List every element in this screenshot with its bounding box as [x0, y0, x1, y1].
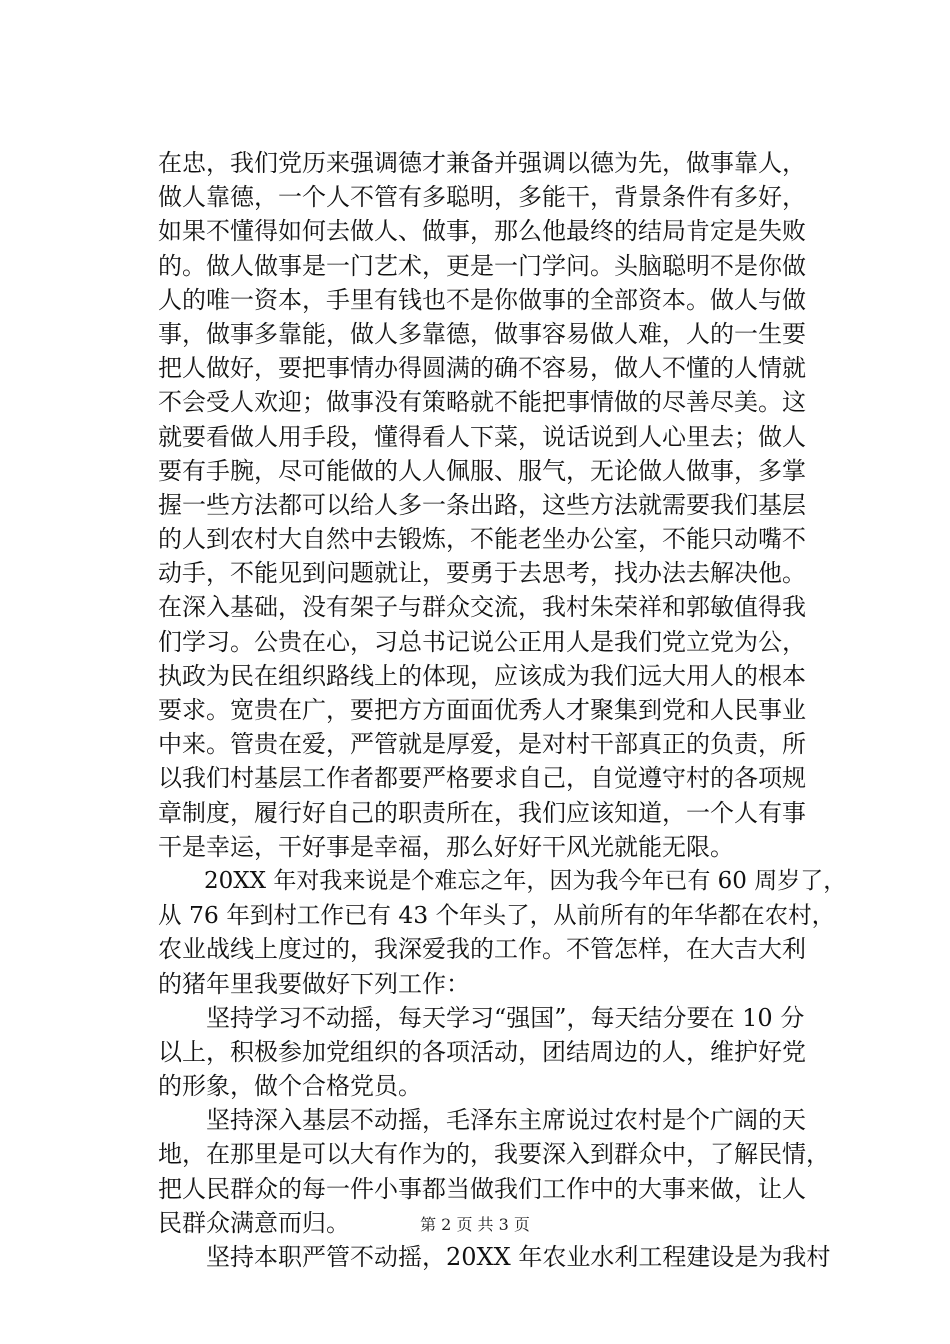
text-line: 把人民群众的每一件小事都当做我们工作中的大事来做，让人	[158, 1174, 806, 1203]
text-line: 20XX 年对我来说是个难忘之年，因为我今年已有 60 周岁了，	[158, 867, 847, 894]
text-line: 执政为民在组织路线上的体现，应该成为我们远大用人的根本	[158, 661, 806, 690]
text-line: 事，做事多靠能，做人多靠德，做事容易做人难，人的一生要	[158, 319, 806, 348]
page-number-footer: 第 2 页 共 3 页	[420, 1215, 530, 1234]
text-line: 民群众满意而归。	[158, 1208, 350, 1237]
text-line: 在深入基础，没有架子与群众交流，我村朱荣祥和郭敏值得我	[158, 593, 806, 622]
text-line: 坚持本职严管不动摇，20XX 年农业水利工程建设是为我村	[158, 1243, 831, 1271]
text-line: 人的唯一资本，手里有钱也不是你做事的全部资本。做人与做	[158, 285, 806, 314]
text-line: 的人到农村大自然中去锻炼，不能老坐办公室，不能只动嘴不	[158, 525, 806, 554]
text-line: 以上，积极参加党组织的各项活动，团结周边的人，维护好党	[158, 1037, 806, 1066]
text-line: 不会受人欢迎；做事没有策略就不能把事情做的尽善尽美。这	[158, 388, 806, 417]
text-line: 干是幸运，干好事是幸福，那么好好干风光就能无限。	[158, 832, 734, 861]
text-line: 坚持学习不动摇，每天学习“强国”，每天结分要在 10 分	[158, 1003, 805, 1032]
text-line: 就要看做人用手段，懂得看人下菜，说话说到人心里去；做人	[158, 422, 806, 451]
text-line: 如果不懂得如何去做人、做事，那么他最终的结局肯定是失败	[158, 217, 806, 246]
text-line: 的。做人做事是一门艺术，更是一门学问。头脑聪明不是你做	[158, 251, 806, 280]
text-line: 的形象，做个合格党员。	[158, 1072, 422, 1101]
text-line: 的猪年里我要做好下列工作：	[158, 969, 470, 998]
text-line: 中来。管贵在爱，严管就是厚爱，是对村干部真正的负责，所	[158, 730, 806, 759]
text-line: 在忠，我们党历来强调德才兼备并强调以德为先，做事靠人，	[158, 149, 806, 177]
text-line: 坚持深入基层不动摇，毛泽东主席说过农村是个广阔的天	[158, 1106, 806, 1135]
text-line: 要有手腕，尽可能做的人人佩服、服气，无论做人做事，多掌	[158, 456, 806, 485]
text-line: 以我们村基层工作者都要严格要求自己，自觉遵守村的各项规	[158, 764, 806, 793]
text-line: 们学习。公贵在心，习总书记说公正用人是我们党立党为公，	[158, 627, 806, 656]
text-line: 握一些方法都可以给人多一条出路，这些方法就需要我们基层	[158, 490, 806, 519]
document-body	[158, 146, 848, 1274]
text-line: 农业战线上度过的，我深爱我的工作。不管怎样，在大吉大利	[158, 935, 806, 964]
text-line: 做人靠德，一个人不管有多聪明，多能干，背景条件有多好，	[158, 183, 806, 212]
text-line: 章制度，履行好自己的职责所在，我们应该知道，一个人有事	[158, 798, 806, 827]
text-line: 动手，不能见到问题就让，要勇于去思考，找办法去解决他。	[158, 559, 806, 588]
text-line: 从 76 年到村工作已有 43 个年头了，从前所有的年华都在农村，	[158, 901, 836, 930]
text-line: 地，在那里是可以大有作为的，我要深入到群众中，了解民情，	[158, 1140, 830, 1169]
text-line: 要求。宽贵在广，要把方方面面优秀人才聚集到党和人民事业	[158, 696, 806, 724]
text-line: 把人做好，要把事情办得圆满的确不容易，做人不懂的人情就	[158, 354, 806, 383]
